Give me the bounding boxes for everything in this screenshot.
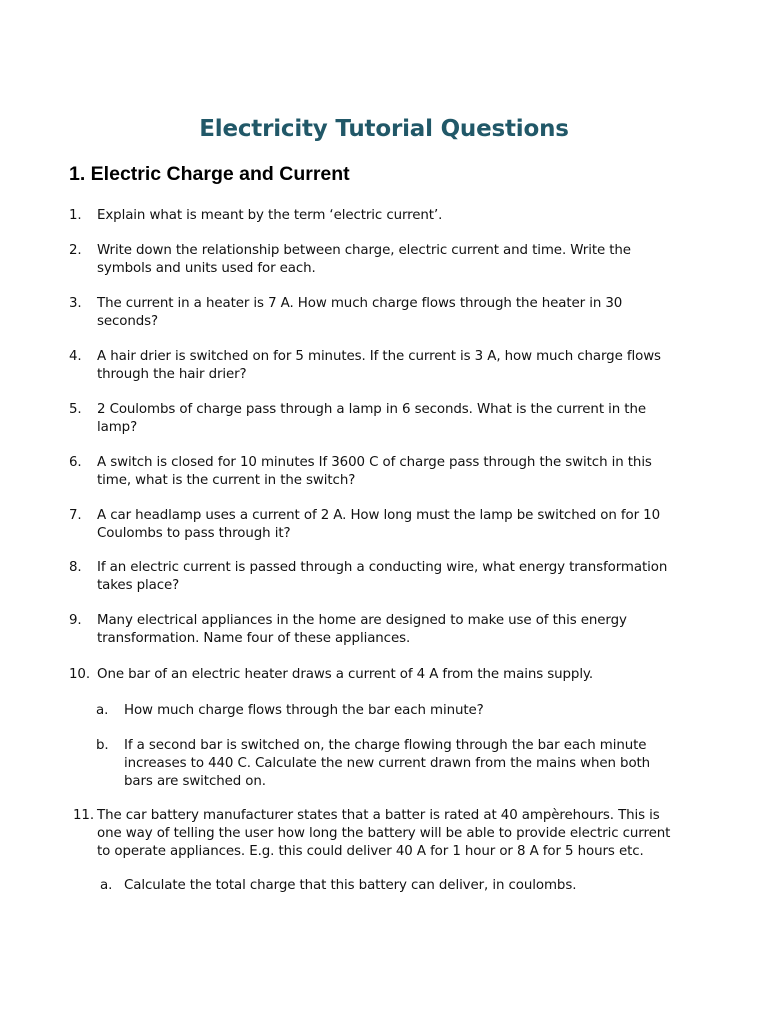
question-number: 2. — [69, 243, 82, 258]
question-text: A switch is closed for 10 minutes If 3600 C of charge pass through the switch in this time, what is the current in the switch? — [97, 455, 652, 488]
question-number: 10. — [69, 667, 90, 682]
question-number: 8. — [69, 560, 82, 575]
document-title: Electricity Tutorial Questions — [199, 116, 569, 142]
sub-question-text: If a second bar is switched on, the charge flowing through the bar each minute increases to 440 C. Calculate the new current drawn from the mains when both bars are switched on. — [124, 738, 651, 789]
sub-question-letter: a. — [100, 878, 113, 893]
sub-question-text: How much charge flows through the bar each minute? — [124, 703, 484, 718]
question-number: 11. — [73, 808, 94, 823]
question-text: The car battery manufacturer states that a batter is rated at 40 ampèrehours. This is one way of telling the user how long the battery will be able to provide electric current to operate appliances. E.g. this could deliver 40 A for 1 hour or 8 A for 5 hours etc. — [97, 808, 671, 859]
question-number: 9. — [69, 613, 82, 628]
sub-question-text: Calculate the total charge that this battery can deliver, in coulombs. — [124, 878, 577, 893]
question-text: Write down the relationship between charge, electric current and time. Write the symbols and units used for each. — [97, 243, 631, 276]
section-heading: 1. Electric Charge and Current — [69, 163, 350, 185]
question-text: A hair drier is switched on for 5 minutes. If the current is 3 A, how much charge flows through the hair drier? — [97, 349, 661, 382]
question-number: 1. — [69, 208, 82, 223]
question-number: 3. — [69, 296, 82, 311]
question-number: 7. — [69, 508, 82, 523]
question-text: The current in a heater is 7 A. How much charge flows through the heater in 30 seconds? — [97, 296, 623, 329]
question-text: A car headlamp uses a current of 2 A. How long must the lamp be switched on for 10 Coulombs to pass through it? — [97, 508, 661, 541]
question-number: 5. — [69, 402, 82, 417]
question-text: If an electric current is passed through a conducting wire, what energy transformation takes place? — [97, 560, 668, 593]
question-number: 6. — [69, 455, 82, 470]
sub-question-letter: a. — [96, 703, 109, 718]
question-number: 4. — [69, 349, 82, 364]
question-text: Many electrical appliances in the home are designed to make use of this energy transformation. Name four of these appliances. — [97, 613, 627, 646]
sub-question-letter: b. — [96, 738, 109, 753]
question-text: 2 Coulombs of charge pass through a lamp in 6 seconds. What is the current in the lamp? — [97, 402, 646, 435]
question-text: Explain what is meant by the term ‘electric current’. — [97, 208, 443, 223]
question-text: One bar of an electric heater draws a current of 4 A from the mains supply. — [97, 667, 594, 682]
